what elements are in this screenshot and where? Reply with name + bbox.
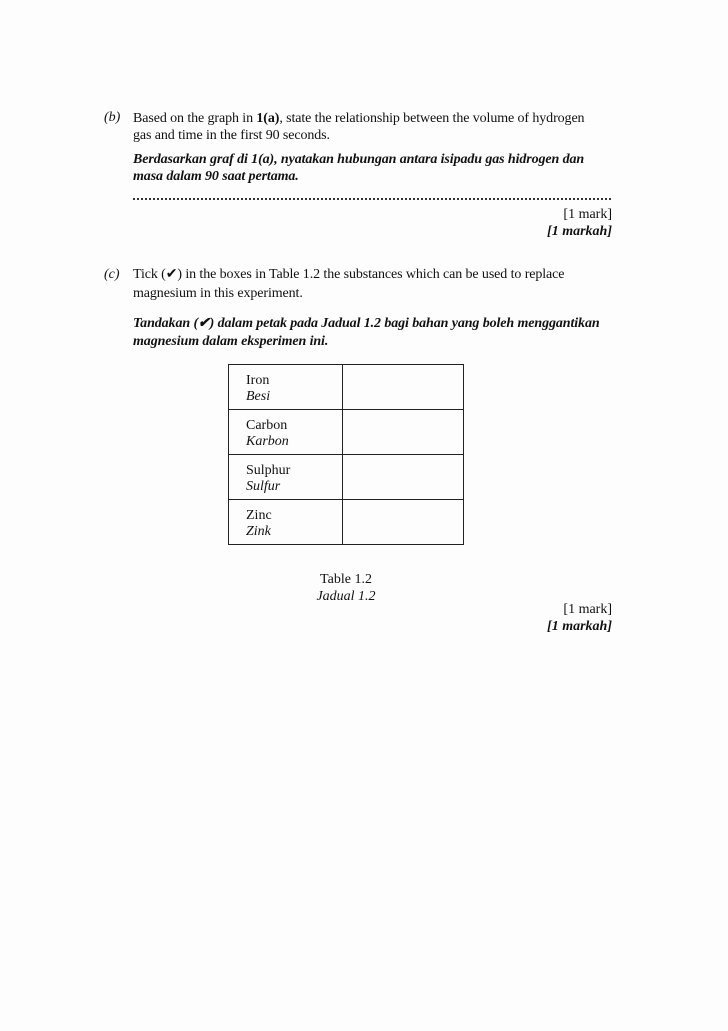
question-b-text-pre: Based on the graph in xyxy=(133,111,257,126)
substances-table xyxy=(228,364,464,545)
mark-en: [1 mark] xyxy=(563,207,612,222)
tick-box-iron[interactable] xyxy=(343,365,464,410)
tick-box-zinc[interactable] xyxy=(343,500,464,545)
question-c-text-ms-line2: magnesium dalam eksperimen ini. xyxy=(133,334,329,349)
question-b-label: (b) xyxy=(104,110,121,125)
question-b-marks xyxy=(480,206,612,240)
question-b-text-post: , state the relationship between the volume of hydrogen xyxy=(279,111,585,126)
tick-box-sulphur[interactable] xyxy=(343,455,464,500)
substance-cell xyxy=(229,500,343,545)
substance-name-en: Carbon xyxy=(246,418,288,433)
question-b-text-ms-line2: masa dalam 90 saat pertama. xyxy=(133,169,299,184)
substance-cell xyxy=(229,410,343,455)
caption-ms: Jadual 1.2 xyxy=(316,589,376,604)
question-c-text-en-line2: magnesium in this experiment. xyxy=(133,286,303,301)
mark-ms: [1 markah] xyxy=(547,224,612,239)
question-c-marks xyxy=(480,601,612,635)
question-b-text-en-line1 xyxy=(133,110,584,128)
table-row xyxy=(229,365,464,410)
question-c-text-en-line1: Tick (✔) in the boxes in Table 1.2 the substances which can be used to replace xyxy=(133,267,565,282)
table-row xyxy=(229,500,464,545)
mark-en: [1 mark] xyxy=(563,602,612,617)
substance-name-ms: Karbon xyxy=(246,434,289,449)
question-b-text-en-line2: gas and time in the first 90 seconds. xyxy=(133,128,330,143)
substance-name-en: Sulphur xyxy=(246,463,291,478)
substance-cell xyxy=(229,455,343,500)
table-row xyxy=(229,455,464,500)
question-c-text-ms-line1: Tandakan (✔) dalam petak pada Jadual 1.2 bagi bahan yang boleh menggantikan xyxy=(133,316,600,331)
caption-en: Table 1.2 xyxy=(320,572,372,587)
substance-name-ms: Sulfur xyxy=(246,479,281,494)
substance-name-en: Zinc xyxy=(246,508,272,523)
substance-name-ms: Besi xyxy=(246,389,271,404)
mark-ms: [1 markah] xyxy=(547,619,612,634)
substance-name-en: Iron xyxy=(246,373,270,388)
substance-name-ms: Zink xyxy=(246,524,271,539)
question-b-ref: 1(a) xyxy=(256,111,280,126)
question-b-text-ms-line1: Berdasarkan graf di 1(a), nyatakan hubungan antara isipadu gas hidrogen dan xyxy=(133,152,585,167)
tick-box-carbon[interactable] xyxy=(343,410,464,455)
table-row xyxy=(229,410,464,455)
substance-cell xyxy=(229,365,343,410)
table-caption xyxy=(300,571,392,605)
question-c-label: (c) xyxy=(104,267,120,282)
answer-line[interactable] xyxy=(133,198,611,200)
